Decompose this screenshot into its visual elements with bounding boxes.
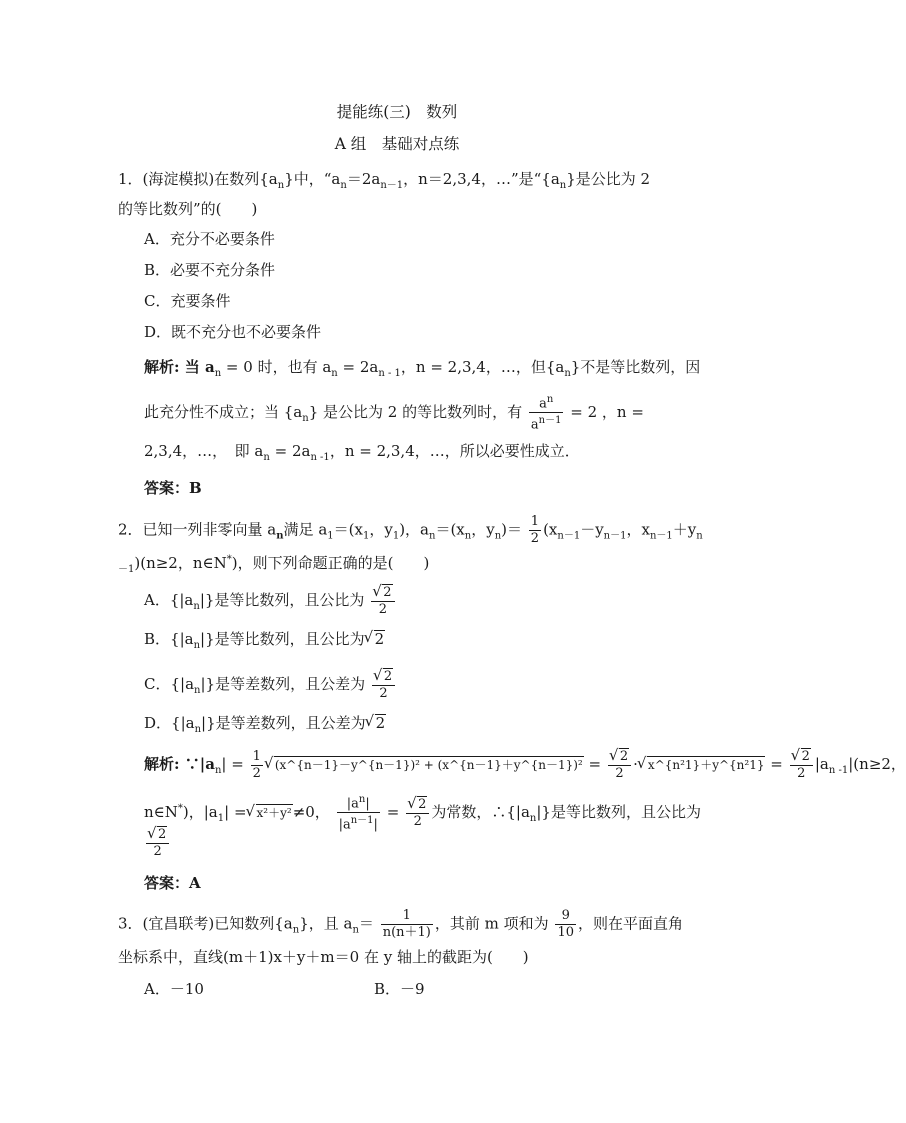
q3-stem-line1: 3．(宜昌联考)已知数列$\{a_n\}$，且 $a_n=$ $\frac{1}{n(n+1)}$ ，其前 m 项和为 $\frac{9}{10}$ ，则在平面直角 — [118, 908, 683, 940]
q1-option-a: A．充分不必要条件 — [144, 230, 275, 248]
q2-stem-line1: 2．已知一列非零向量 $a_n$满足 $a_1=(x_1$，$y_1$)，$a_n=(x_n$，$y_n)=$ $\frac{1}{2}$ ($x_{n-1}-y_{n-1}$，$x_{n-1}+y_n$ — [118, 514, 703, 546]
q2-option-c: C．$\{|a_n|\}$是等差数列，且公差为 √ $\frac{2}{2}$ — [144, 668, 397, 702]
q1-analysis-line1: 解析: 当 $a_n = 0$ 时，也有 $a_n = 2a_{n - 1}$，n = 2,3,4，…，但$\{a_n\}$不是等比数列，因 — [144, 358, 701, 379]
q1-answer: 答案：B — [144, 479, 202, 497]
q1-stem-line2: 的等比数列”的( ) — [118, 200, 258, 218]
q2-option-d: D．$\{|a_n|\}$是等差数列，且公差为√ 2 — [144, 712, 386, 741]
page-title: 提能练(三) 数列 — [336, 103, 458, 121]
q1-option-c: C．充要条件 — [144, 292, 231, 310]
q2-half-fraction: $\frac{1}{2}$ — [530, 514, 540, 546]
q2-analysis-line3: √ $\frac{2}{2}$ — [144, 826, 171, 860]
q1-option-b: B．必要不充分条件 — [144, 261, 276, 279]
q2-analysis-line1: 解析: $\because|a_n|$ = $\frac{1}{2}$ √ (x^{n－1}－y^{n－1})² + (x^{n－1}＋y^{n－1})² = √ $\frac{2}{2}$ ·√ x^{n²1}＋y^{n²1} = √ $\frac{2}{2}$ $|a_{n -1}|(n\ge 2$， — [144, 748, 906, 782]
q1-analysis-line2: 此充分性不成立；当 $\{a_n\}$ 是公比为 2 的等比数列时，有 $\frac{a^n}{a^{n-1}}$ = 2 ，n = — [144, 394, 644, 433]
q2-option-a: A．$\{|a_n|\}$是等比数列，且公比为 √ $\frac{2}{2}$ — [144, 584, 397, 618]
q3-stem-line2: 坐标系中，直线(m＋1)x＋y＋m＝0 在 y 轴上的截距为( ) — [118, 948, 529, 966]
q2-answer: 答案：A — [144, 874, 201, 892]
q1-option-d: D．既不充分也不必要条件 — [144, 323, 322, 341]
section-subtitle: A 组 基础对点练 — [334, 135, 460, 153]
q3-option-b: B．－9 — [374, 980, 425, 998]
q1-stem-line1: 1．(海淀模拟)在数列$\{a_n\}$中，“$a_n=2a_{n-1}$，n＝2,3,4，…”是“$\{a_n\}$是公比为 2 — [118, 170, 651, 191]
q1-analysis-line3: 2,3,4，…， 即 $a_n = 2a_{n -1}$，n = 2,3,4，…，所以必要性成立． — [144, 442, 580, 463]
q2-option-b: B．$\{|a_n|\}$是等比数列，且公比为√ 2 — [144, 628, 385, 657]
q1-ratio-fraction: $\frac{a^n}{a^{n-1}}$ — [530, 394, 562, 433]
q2-stem-line2: $_{-1}$)(n≥2，n∈N*)，则下列命题正确的是( ) — [118, 554, 430, 575]
q2-analysis-line2: n∈N*)，$|a_1|$ =√ x²＋y²≠0， $\frac{|a^n|}{|a^{n-1}|}$ = √ $\frac{2}{2}$ 为常数，$\therefore\{|a_n|\}$是等比数列，且公比为 — [144, 792, 701, 834]
q3-option-a: A．－10 — [144, 980, 204, 998]
